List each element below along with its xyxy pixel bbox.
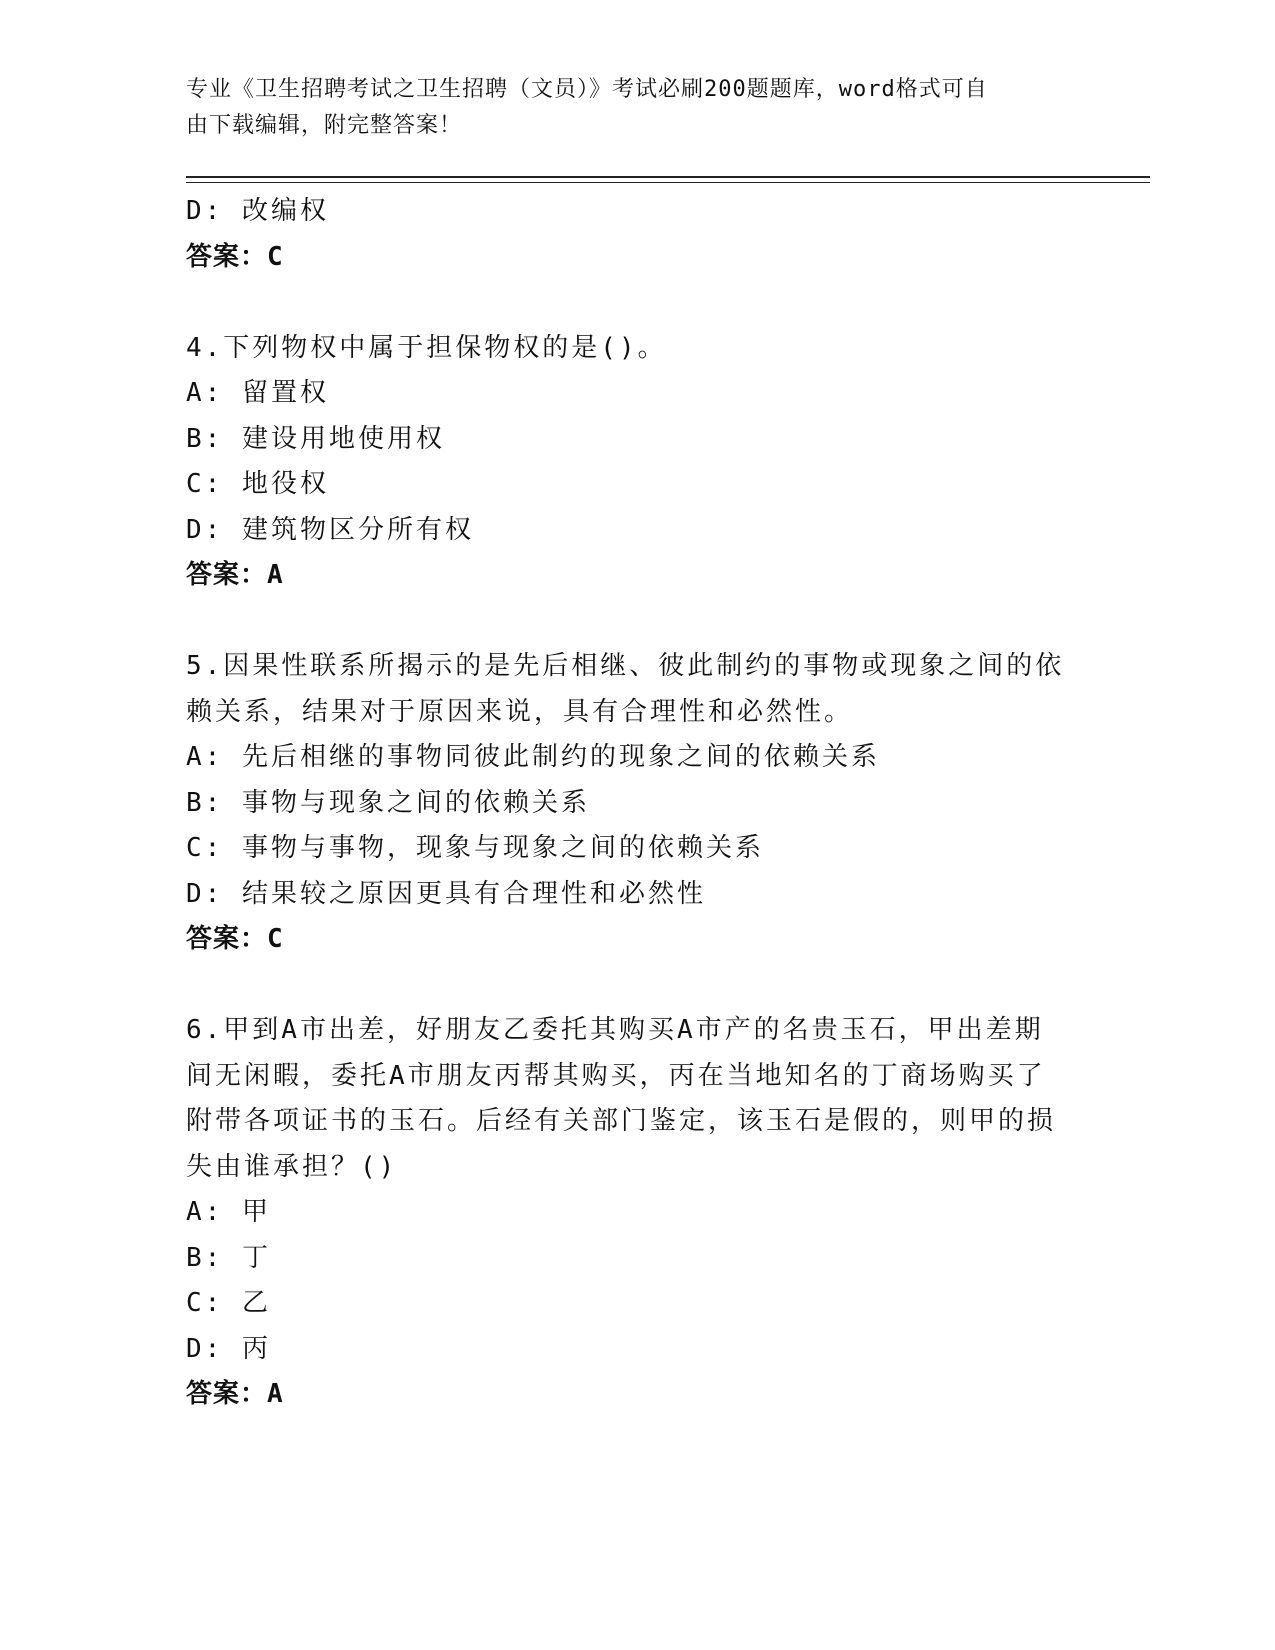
question-stem: 4.下列物权中属于担保物权的是()。: [186, 332, 667, 363]
answer: 答案：C: [186, 924, 284, 954]
spacer: [186, 599, 1066, 645]
question-list: [186, 189, 1066, 1418]
option-b: B: 建设用地使用权: [186, 423, 445, 454]
option-b: B: 事物与现象之间的依赖关系: [186, 787, 590, 818]
question-3-tail: [186, 189, 1066, 280]
question-stem-line: 赖关系，结果对于原因来说，具有合理性和必然性。: [186, 696, 854, 727]
option-d: D: 结果较之原因更具有合理性和必然性: [186, 878, 706, 909]
spacer: [186, 280, 1066, 326]
option-d: D: 丙: [186, 1333, 271, 1364]
question-6: [186, 1008, 1066, 1418]
option-a: A: 先后相继的事物同彼此制约的现象之间的依赖关系: [186, 742, 880, 772]
question-4: [186, 326, 1066, 599]
option-d: D: 改编权: [186, 196, 329, 226]
question-stem-line: 5.因果性联系所揭示的是先后相继、彼此制约的事物或现象之间的依: [186, 651, 1065, 681]
answer: 答案：A: [186, 1379, 284, 1409]
option-b: B: 丁: [186, 1242, 271, 1273]
option-c: C: 乙: [186, 1288, 271, 1318]
option-c: C: 事物与事物，现象与现象之间的依赖关系: [186, 833, 764, 863]
question-5: [186, 644, 1066, 963]
question-stem-line: 间无闲暇，委托A市朋友丙帮其购买，丙在当地知名的丁商场购买了: [186, 1060, 1046, 1091]
answer: 答案：A: [186, 560, 284, 590]
header-divider-thick: [186, 176, 1150, 178]
answer: 答案：C: [186, 241, 284, 272]
option-a: A: 甲: [186, 1197, 271, 1227]
header-line-2: 由下载编辑，附完整答案！: [186, 113, 463, 138]
document-header: [186, 72, 1066, 144]
option-c: C: 地役权: [186, 469, 329, 499]
question-stem-line: 6.甲到A市出差，好朋友乙委托其购买A市产的名贵玉石，甲出差期: [186, 1015, 1044, 1045]
header-divider-thin: [186, 182, 1150, 183]
option-a: A: 留置权: [186, 378, 329, 408]
question-stem-line: 附带各项证书的玉石。后经有关部门鉴定，该玉石是假的，则甲的损: [186, 1106, 1057, 1136]
question-stem-line: 失由谁承担？(): [186, 1151, 398, 1182]
header-line-1: 专业《卫生招聘考试之卫生招聘（文员）》考试必刷200题题库，word格式可自: [186, 77, 988, 102]
option-d: D: 建筑物区分所有权: [186, 514, 474, 545]
spacer: [186, 963, 1066, 1009]
